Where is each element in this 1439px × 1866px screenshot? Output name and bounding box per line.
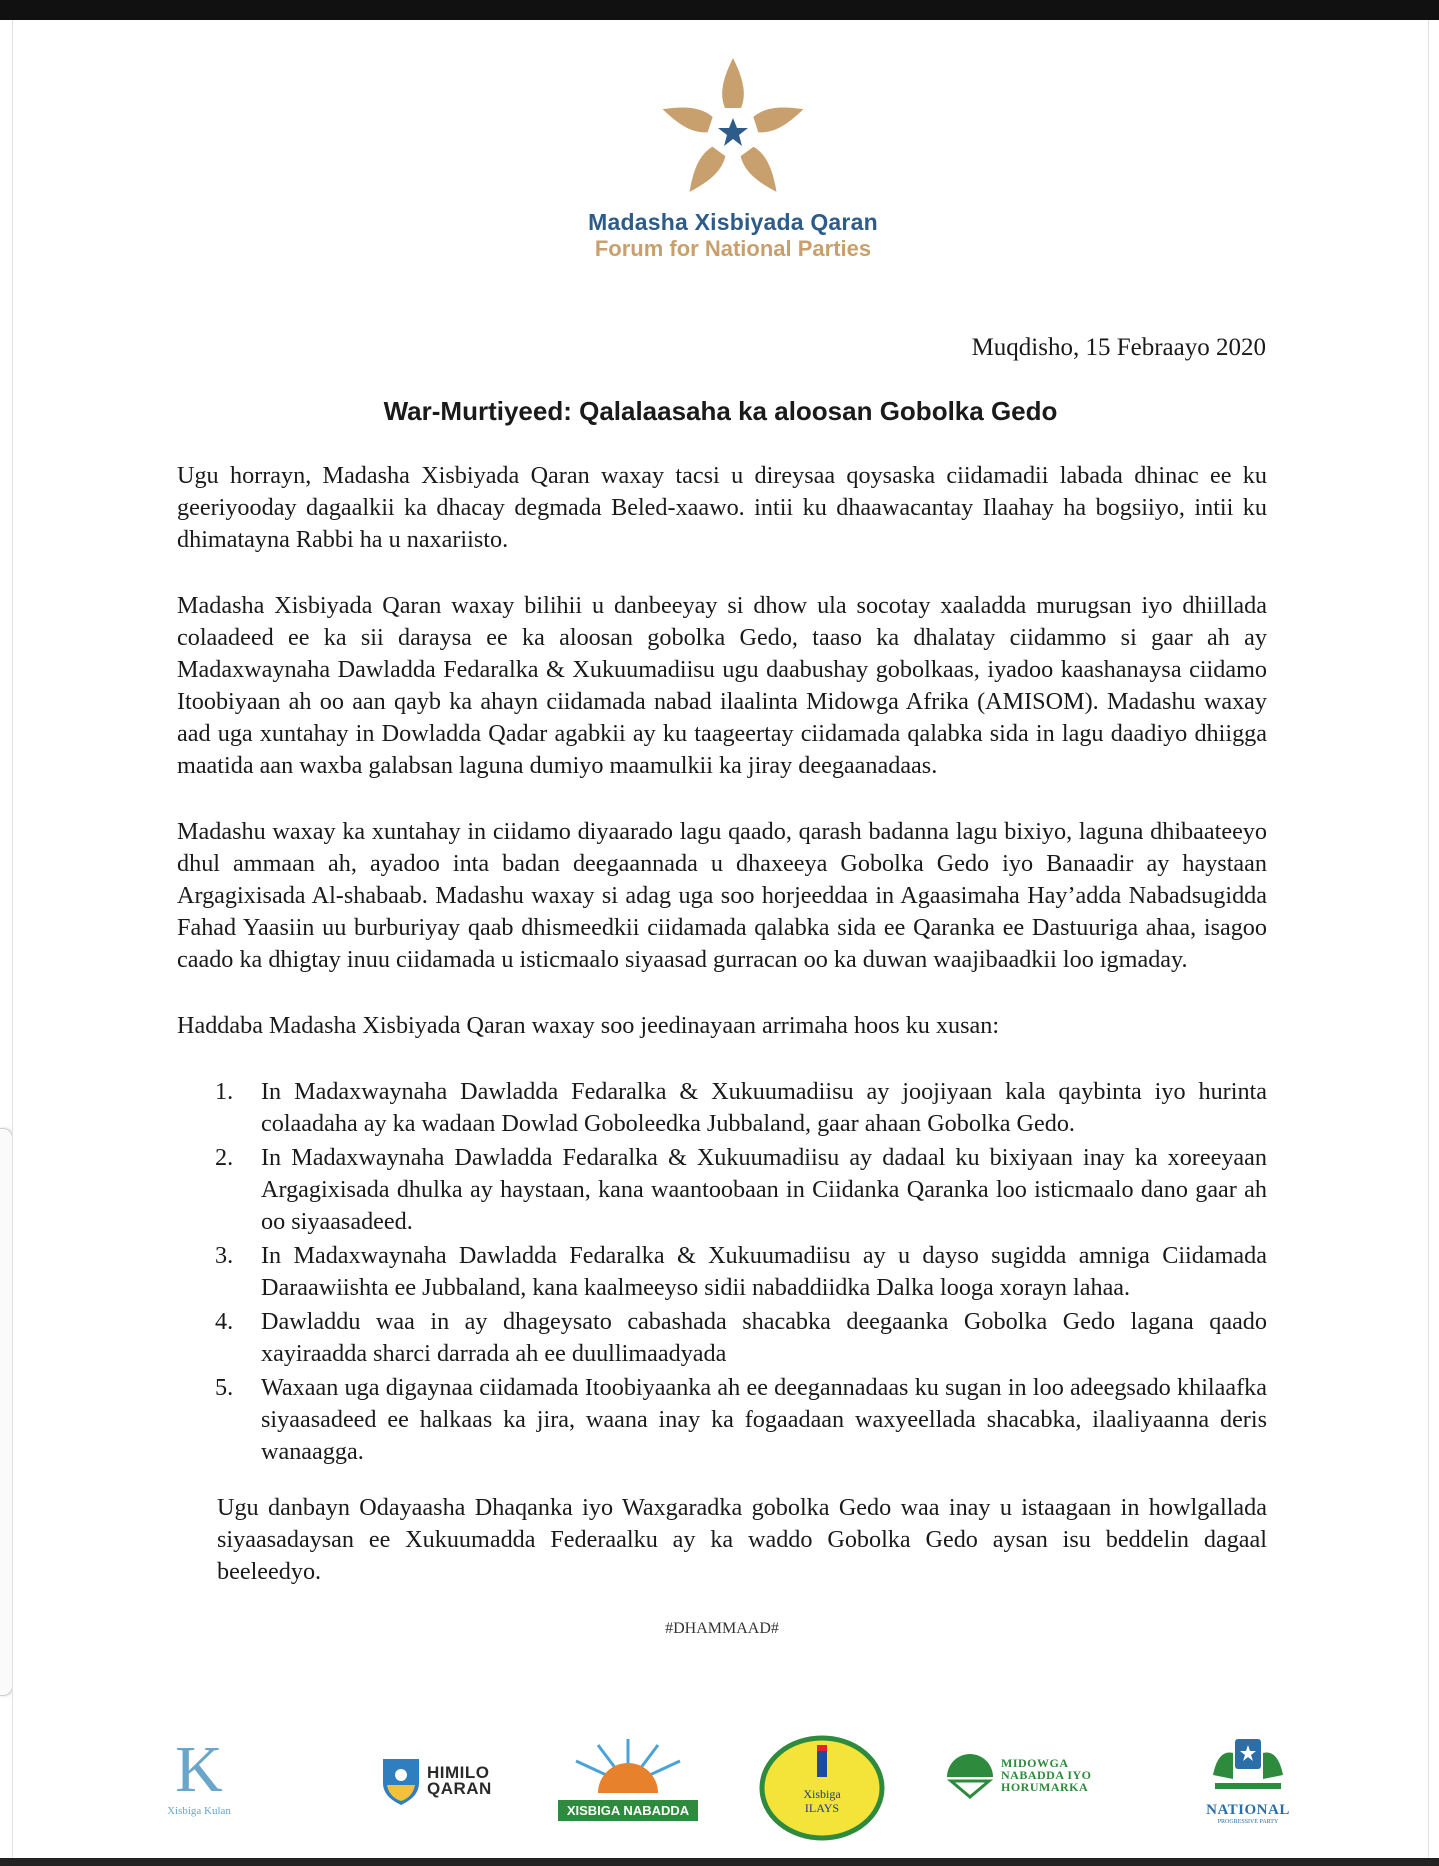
list-item-text: In Madaxwaynaha Dawladda Fedaralka & Xukuumadiisu ay u dayso sugidda amniga Ciidamada Daraawiishta ee Jubbaland, kana kaalmeeyso sidii nabaddiidka Dalka looga xorayn lahaa.	[261, 1242, 1267, 1301]
bottom-bar	[0, 1858, 1439, 1866]
forum-logo	[553, 50, 913, 305]
himilo-shield-icon	[379, 1755, 423, 1807]
party-logos-row	[163, 1735, 1293, 1845]
paragraph: Haddaba Madasha Xisbiyada Qaran waxay soo jeedinayaan arrimaha hoos ku xusan:	[177, 1012, 1000, 1039]
midowga-line3: HORUMARKA	[1001, 1780, 1089, 1794]
list-number: 3.	[215, 1242, 234, 1269]
kulan-party-logo	[163, 1735, 235, 1845]
demands-list	[177, 1076, 1267, 1468]
document-page	[12, 20, 1429, 1858]
himilo-line1: HIMILO	[427, 1763, 490, 1782]
national-crest-icon	[1203, 1735, 1293, 1797]
status-bar	[0, 0, 1439, 20]
ilays-line1: Xisbiga	[803, 1787, 841, 1801]
document-headline: War-Murtiyeed: Qalalaasaha ka aloosan Gobolka Gedo	[383, 396, 1058, 426]
paragraph: Ugu horrayn, Madasha Xisbiyada Qaran waxay tacsi u direysaa qoysaska ciidamadii labada dhinac ee ku geeriyooday dagaalkii ka dhacay degmada Beled-xaawo. intii ku dhaawacantay Ilaahay ha bogsiiyo, intii ku dhimatayna Rabbi ha u naxariisto.	[177, 462, 1267, 553]
list-item-text: Waxaan uga digaynaa ciidamada Itoobiyaanka ah ee deegannadaas ku sugan in loo adeegsado khilaafka siyaasadeed ee halkaas ka jira, waana inay ka fogaadaan waxyeellada shacabka, ilaaliyaanna deris wanaagga.	[261, 1374, 1267, 1465]
list-number: 2.	[215, 1144, 234, 1171]
midowga-party-logo	[943, 1735, 1103, 1845]
document-date: Muqdisho, 15 Febraayo 2020	[971, 334, 1266, 361]
ilays-wordmark	[759, 1787, 885, 1815]
nabadda-party-logo	[558, 1735, 698, 1845]
list-item	[215, 1306, 1267, 1370]
nabadda-caption: XISBIGA NABADDA	[558, 1800, 698, 1821]
list-number: 1.	[215, 1078, 234, 1105]
himilo-line2: QARAN	[427, 1779, 492, 1798]
himilo-qaran-logo	[379, 1735, 499, 1845]
list-item-text: In Madaxwaynaha Dawladda Fedaralka & Xukuumadiisu ay joojiyaan kala qaybinta iyo hurinta colaadaha ay ka wadaan Dowlad Goboleedka Jubbaland, gaar ahaan Gobolka Gedo.	[261, 1078, 1267, 1137]
paragraph: Madasha Xisbiyada Qaran waxay bilihii u danbeeyay si dhow ula socotay xaaladda murugsan iyo dhiillada colaadeed ee ka sii daraysa ee ka aloosan gobolka Gedo, taaso ka dhalatay ciidammo si gaar ah ay Madaxwaynaha Dawladda Fedaralka & Xukuumadiisu ugu daabushay gobolkaas, iyadoo kaashanaysa ciidamo Itoobiyaan ah oo aan qayb ka ahayn ciidamada nabad ilaalinta Midowga Afrika (AMISOM). Madashu waxay aad uga xuntahay in Dowladda Qadar agabkii ay ku taageertay ciidamada qalabka sida in lagu daadiyo dhiigga maatida aan waxba galabsan laguna dumiyo maamulkii ka jiray deegaanadaas.	[177, 592, 1267, 779]
list-number: 5.	[215, 1374, 234, 1401]
org-name-somali: Madasha Xisbiyada Qaran	[588, 209, 878, 235]
list-item	[215, 1076, 1267, 1140]
midowga-emblem-icon	[943, 1747, 997, 1801]
midowga-line2: NABADDA IYO	[1001, 1768, 1092, 1782]
midowga-wordmark	[1001, 1757, 1092, 1793]
closing-paragraph: Ugu danbayn Odayaasha Dhaqanka iyo Waxgaradka gobolka Gedo waa inay u istaagaan in howlgallada siyaasadaysan ee Xukuumadda Federaalku ay ka waddo Gobolka Gedo aysan isu beddelin dagaal beeleedyo.	[217, 1494, 1267, 1585]
list-item-text: Dawladdu waa in ay dhageysato cabashada shacabka deegaanka Gobolka Gedo lagana qaado xayiraadda sharci darrada ah ee duullimaadyada	[261, 1308, 1267, 1367]
paragraph: Madashu waxay ka xuntahay in ciidamo diyaarado lagu qaado, qarash badanna lagu bixiyo, laguna dhibaateeyo dhul ammaan ah, ayadoo inta badan deegaannada u dhaxeeya Gobolka Gedo iyo Banaadir ay haystaan Argagixisada Al-shabaab. Madashu waxay si adag uga soo horjeeddaa in Agaasimaha Hay’adda Nabadsugidda Fahad Yaasiin uu burburiyay qaab dhismeedkii ciidamada qalabka sida ee Qaranka ee Dastuuriga ahaa, isagoo caado ka dhigtay inuu ciidamada u isticmaalo siyaasad gurracan oo ka duwan waajibaadkii loo igmaday.	[177, 818, 1267, 973]
list-number: 4.	[215, 1308, 234, 1335]
star-logo-icon	[653, 50, 813, 205]
document-body	[177, 460, 1267, 1638]
sunrise-icon	[558, 1735, 698, 1795]
list-item	[215, 1372, 1267, 1468]
ilays-line2: ILAYS	[804, 1801, 840, 1815]
kulan-caption: Xisbiga Kulan	[167, 1805, 231, 1817]
kulan-k-letter: K	[175, 1733, 223, 1806]
list-item-text: In Madaxwaynaha Dawladda Fedaralka & Xukuumadiisu ay dadaal ku bixiyaan inay ka xoreeyaan Argagixisada dhulka ay haystaan, kana waantoobaan in Ciidanka Qaranka loo isticmaalo dano gaar ah oo siyaasadeed.	[261, 1144, 1267, 1235]
midowga-line1: MIDOWGA	[1001, 1756, 1069, 1770]
ilays-party-logo	[759, 1735, 885, 1845]
list-item	[215, 1240, 1267, 1304]
end-mark: #DHAMMAAD#	[665, 1620, 779, 1637]
national-party-logo	[1203, 1735, 1293, 1845]
list-item	[215, 1142, 1267, 1238]
himilo-wordmark	[427, 1765, 492, 1797]
national-wordmark: NATIONAL	[1206, 1802, 1290, 1818]
org-name-english: Forum for National Parties	[594, 236, 872, 261]
national-caption: PROGRESSIVE PARTY	[1217, 1819, 1279, 1825]
